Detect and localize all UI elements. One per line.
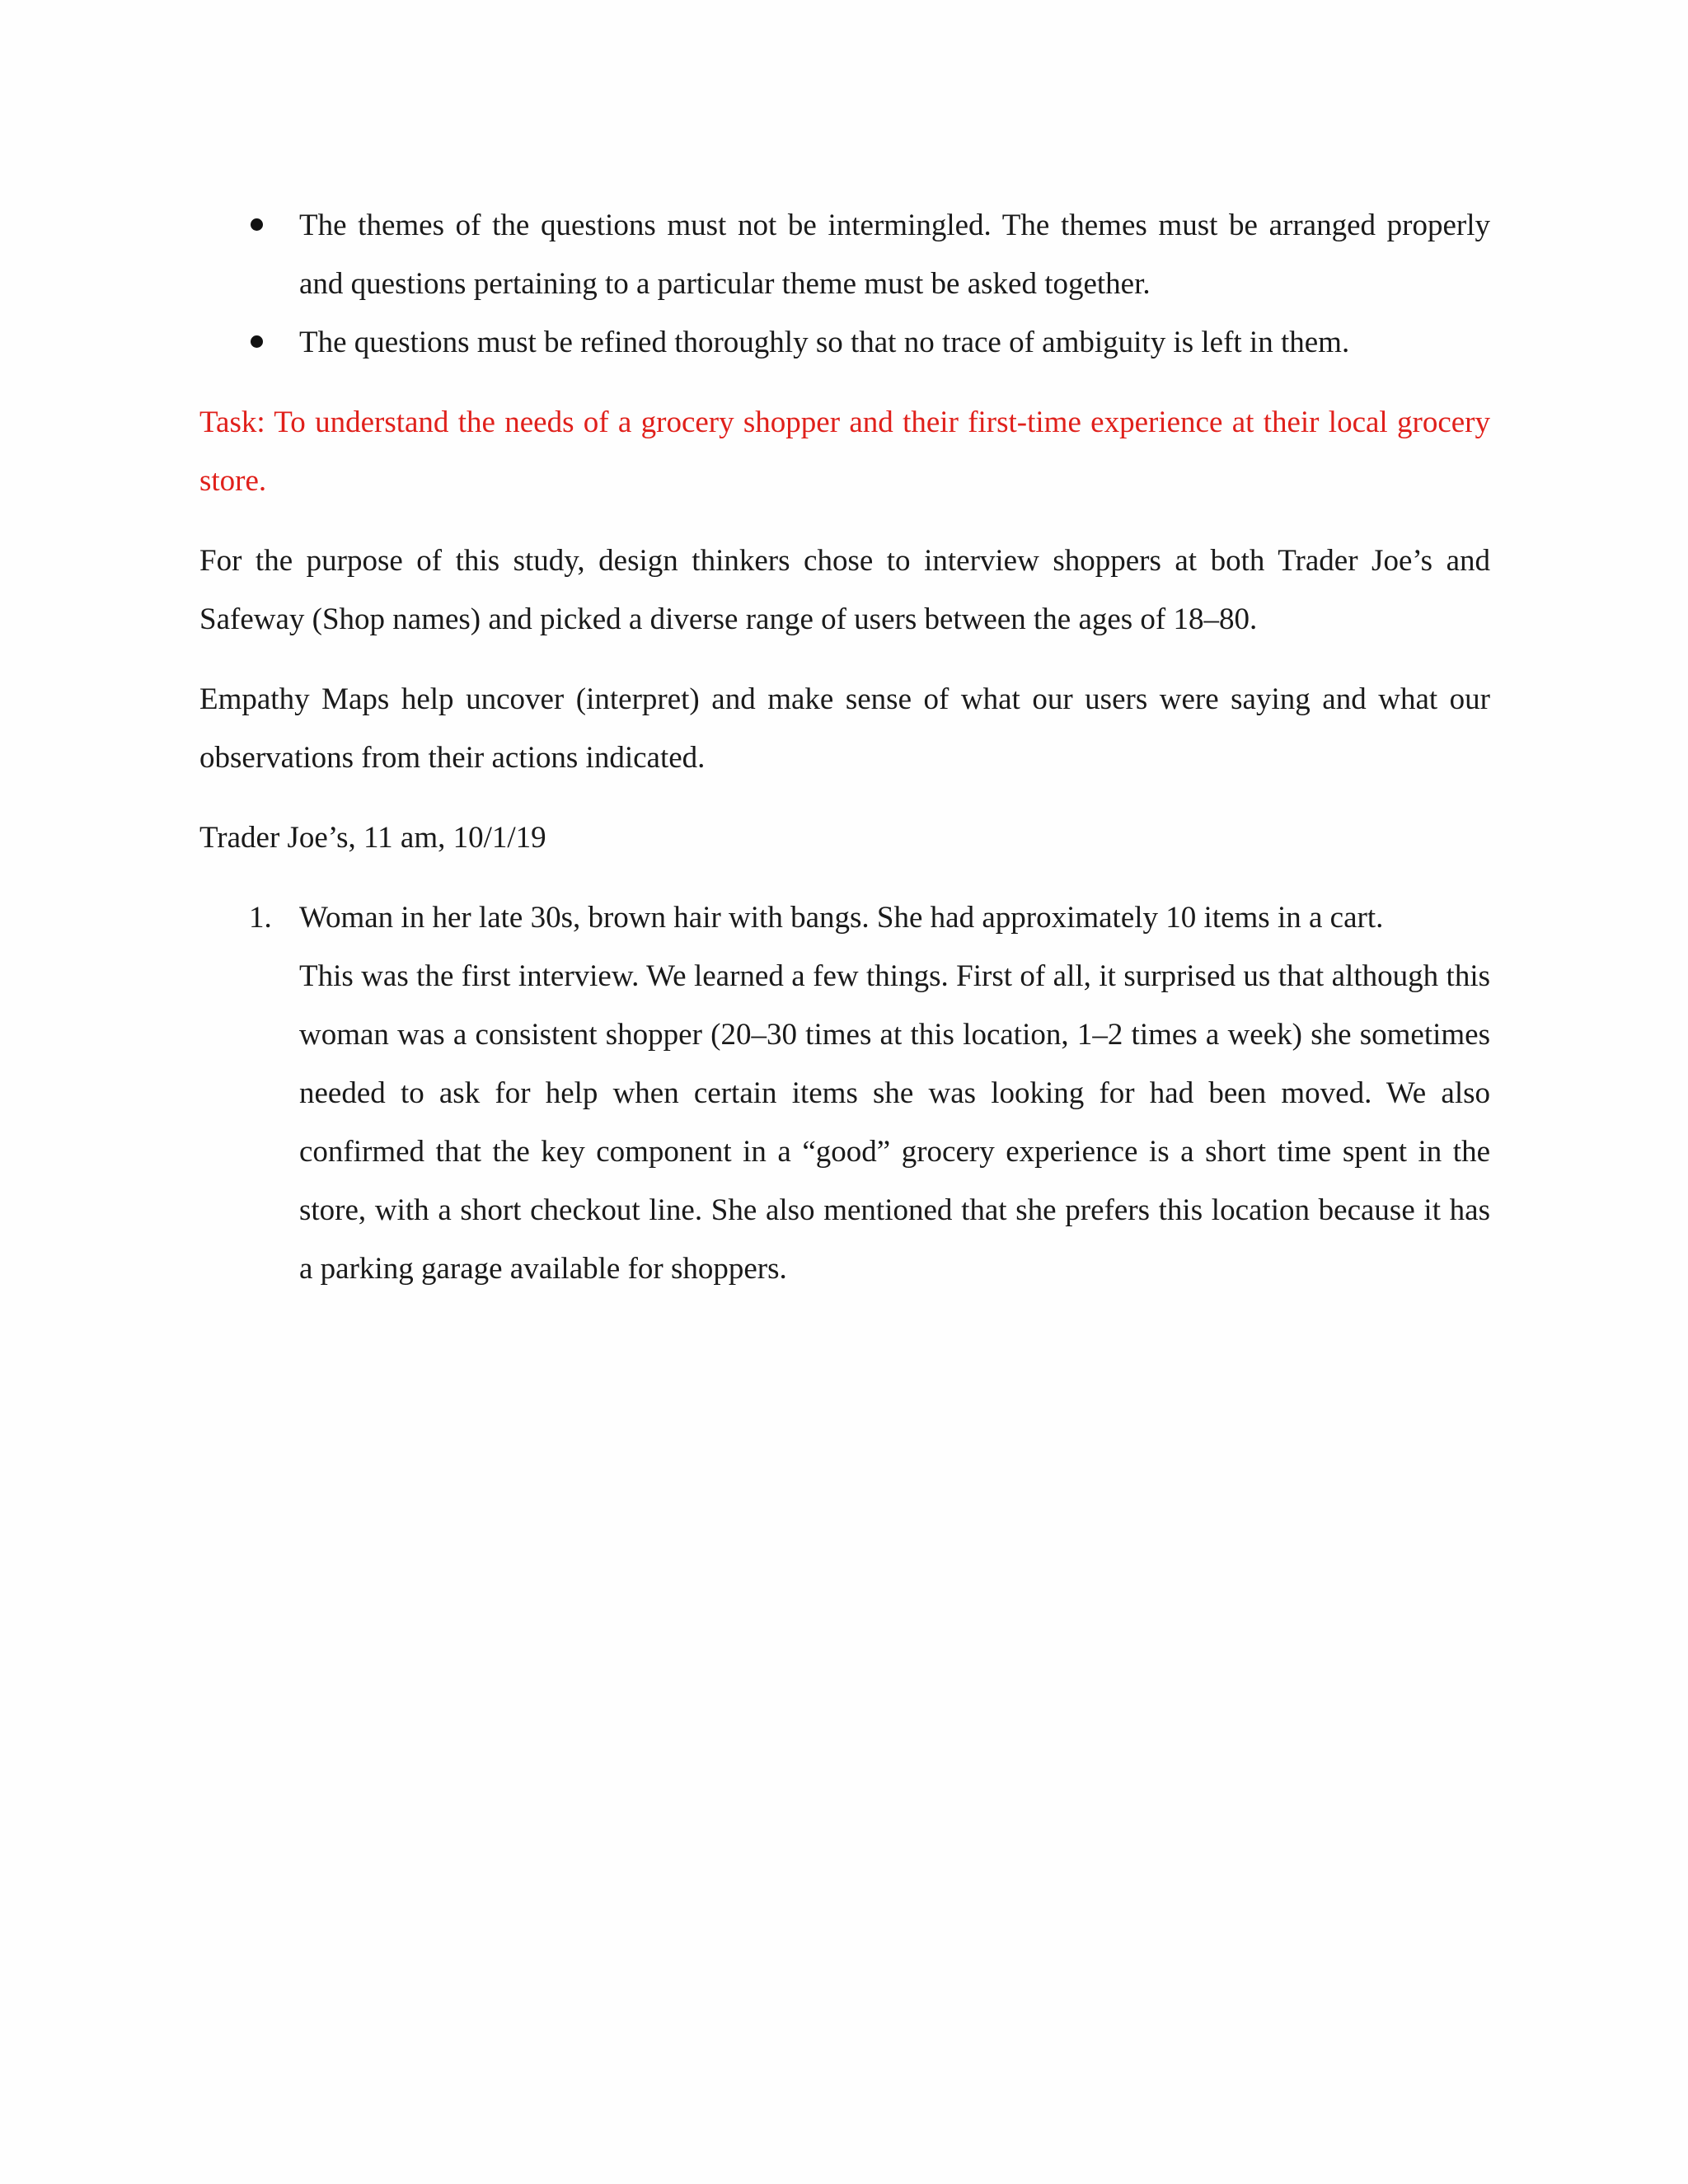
interview-summary: Woman in her late 30s, brown hair with bangs. She had approximately 10 items in a cart. (299, 901, 1384, 935)
interview-list (199, 888, 1490, 1298)
document-page (199, 196, 1490, 1298)
interview-item (199, 888, 1490, 1298)
bullet-item (199, 196, 1490, 313)
bullet-icon (251, 218, 263, 231)
bullet-icon (251, 335, 263, 348)
task-statement: Task: To understand the needs of a grocery shopper and their first-time experience at their local grocery store. (199, 405, 1490, 498)
bullet-text: The themes of the questions must not be intermingled. The themes must be arranged properly and questions pertaining to a particular theme must be asked together. (299, 209, 1490, 301)
empathy-paragraph: Empathy Maps help uncover (interpret) and make sense of what our users were saying and what our observations from their actions indicated. (199, 682, 1490, 775)
bullet-text: The questions must be refined thoroughly so that no trace of ambiguity is left in them. (299, 326, 1350, 359)
bullet-item (199, 313, 1490, 372)
purpose-paragraph: For the purpose of this study, design thinkers chose to interview shoppers at both Trader Joe’s and Safeway (Shop names) and picked a diverse range of users between the ages of 18–80. (199, 544, 1490, 636)
interview-number: 1. (249, 901, 272, 935)
session-header: Trader Joe’s, 11 am, 10/1/19 (199, 821, 546, 855)
guideline-bullet-list (199, 196, 1490, 372)
interview-details: This was the first interview. We learned a few things. First of all, it surprised us that although this woman was a consistent shopper (20–30 times at this location, 1–2 times a week) she sometimes needed to ask for help when certain items she was looking for had been moved. We also confirmed that the key component in a “good” grocery experience is a short time spent in the store, with a short checkout line. She also mentioned that she prefers this location because it has a parking garage available for shoppers. (299, 959, 1490, 1286)
